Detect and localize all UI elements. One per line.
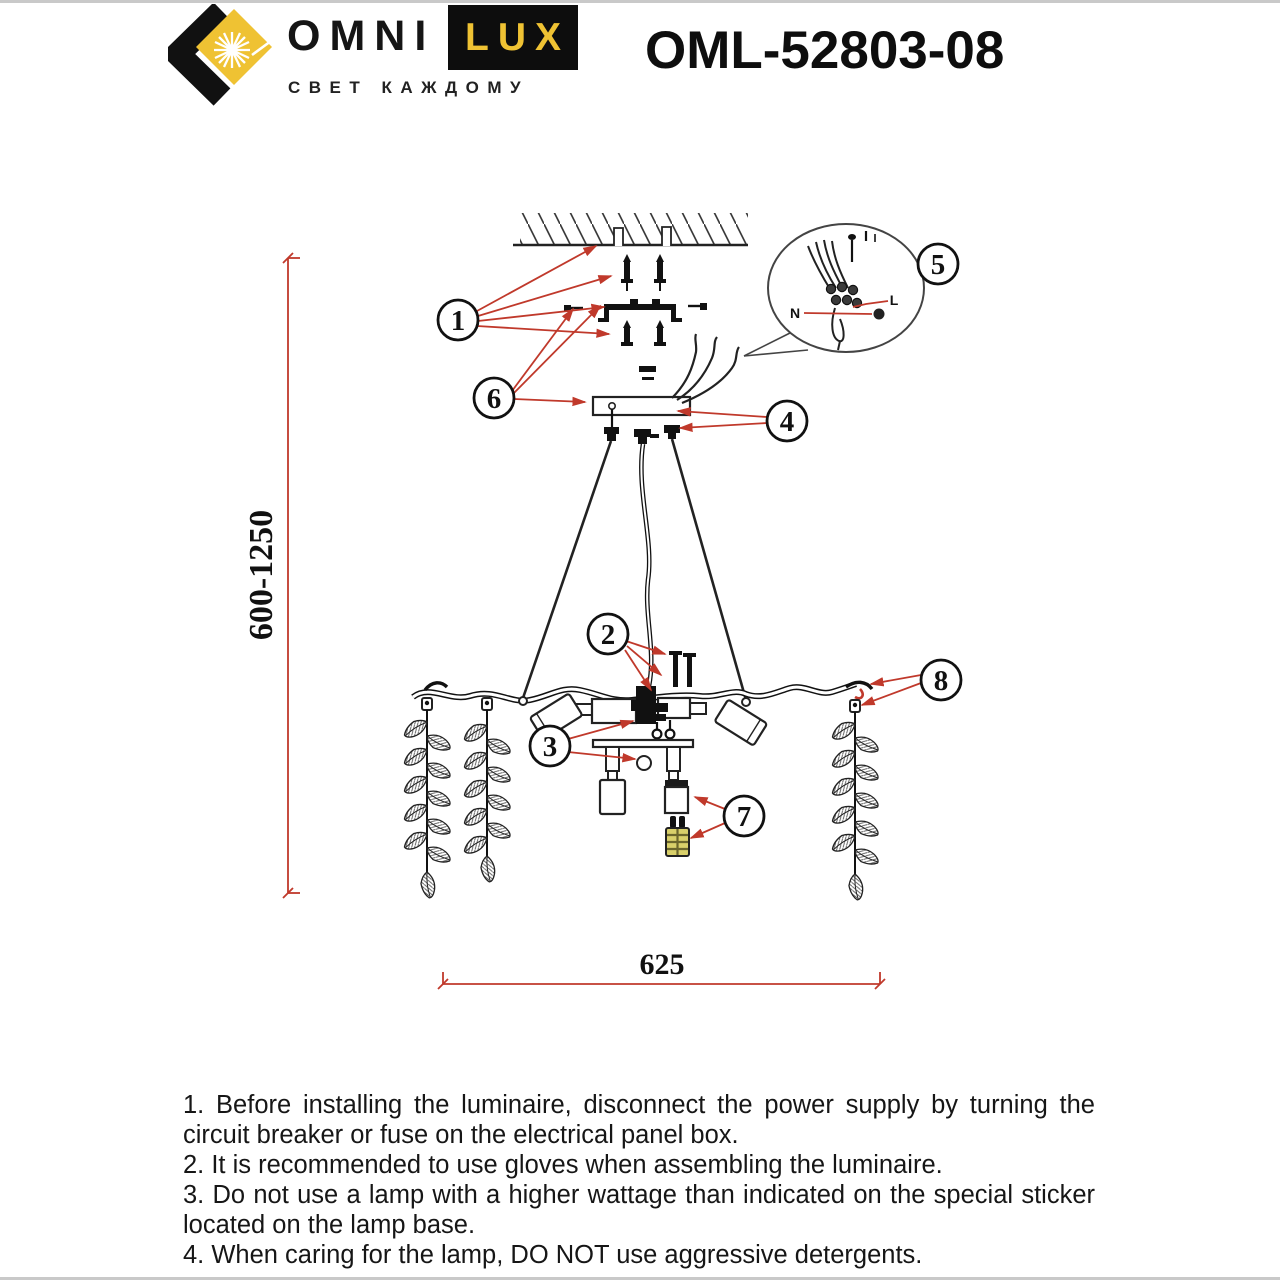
callout-8 bbox=[921, 660, 961, 700]
brand-tagline: СВЕТ КАЖДОМУ bbox=[288, 78, 530, 97]
dimension-height bbox=[243, 253, 300, 898]
wiring-detail-balloon bbox=[744, 224, 924, 356]
cable-grips bbox=[604, 425, 680, 444]
instruction-2: 2. It is recommended to use gloves when assembling the luminaire. bbox=[183, 1151, 943, 1179]
leaf-strand-left-b bbox=[461, 698, 513, 883]
leaf-strand-left-a bbox=[401, 698, 453, 899]
callout-2 bbox=[588, 614, 628, 654]
svg-text:3: 3 bbox=[542, 731, 558, 763]
svg-text:8: 8 bbox=[933, 665, 949, 697]
set-screws bbox=[639, 366, 656, 380]
fixing-screw bbox=[637, 756, 651, 770]
ceiling bbox=[513, 213, 748, 246]
lamp-assembly bbox=[593, 740, 693, 814]
anchor-bolts-lower bbox=[621, 320, 666, 346]
svg-text:5: 5 bbox=[930, 249, 946, 281]
instructions-block bbox=[183, 1090, 1095, 1270]
canopy bbox=[593, 397, 690, 444]
svg-text:2: 2 bbox=[600, 619, 616, 651]
ground-screw bbox=[874, 309, 885, 320]
svg-text:6: 6 bbox=[486, 383, 502, 415]
power-wires bbox=[672, 334, 739, 403]
line-label: L bbox=[889, 292, 899, 308]
branch-hook bbox=[855, 689, 863, 698]
mounting-bracket bbox=[564, 299, 707, 322]
width-dimension-label: 625 bbox=[639, 948, 685, 981]
callout-7 bbox=[724, 796, 764, 836]
svg-text:4: 4 bbox=[779, 406, 795, 438]
fixing-bolts bbox=[669, 651, 696, 687]
callout-1 bbox=[438, 300, 478, 340]
anchor-bolts-top bbox=[621, 254, 666, 291]
callout-5 bbox=[918, 244, 958, 284]
dimension-width bbox=[438, 948, 885, 989]
brand-lux-text: LUX bbox=[465, 15, 570, 59]
instruction-4: 4. When caring for the lamp, DO NOT use aggressive detergents. bbox=[183, 1241, 923, 1269]
suspension-cables bbox=[523, 439, 746, 700]
led-bulb bbox=[666, 816, 689, 856]
callout-6 bbox=[474, 378, 514, 418]
neutral-label: N bbox=[789, 305, 801, 321]
instruction-3: 3. Do not use a lamp with a higher wattage than indicated on the special sticker located on the lamp base. bbox=[183, 1181, 1095, 1239]
height-dimension-label: 600-1250 bbox=[243, 509, 280, 641]
center-connector bbox=[631, 686, 668, 724]
svg-text:1: 1 bbox=[450, 305, 466, 337]
leaf-strand-right bbox=[829, 700, 881, 901]
callout-4 bbox=[767, 401, 807, 441]
spotlight-right bbox=[714, 699, 767, 745]
instruction-1: 1. Before installing the luminaire, disconnect the power supply by turning the circuit breaker or fuse on the electrical panel box. bbox=[183, 1091, 1095, 1149]
callout-3 bbox=[530, 726, 570, 766]
svg-text:7: 7 bbox=[736, 801, 752, 833]
model-number: OML-52803-08 bbox=[645, 21, 1005, 80]
brand-name: OMNI bbox=[287, 12, 436, 60]
